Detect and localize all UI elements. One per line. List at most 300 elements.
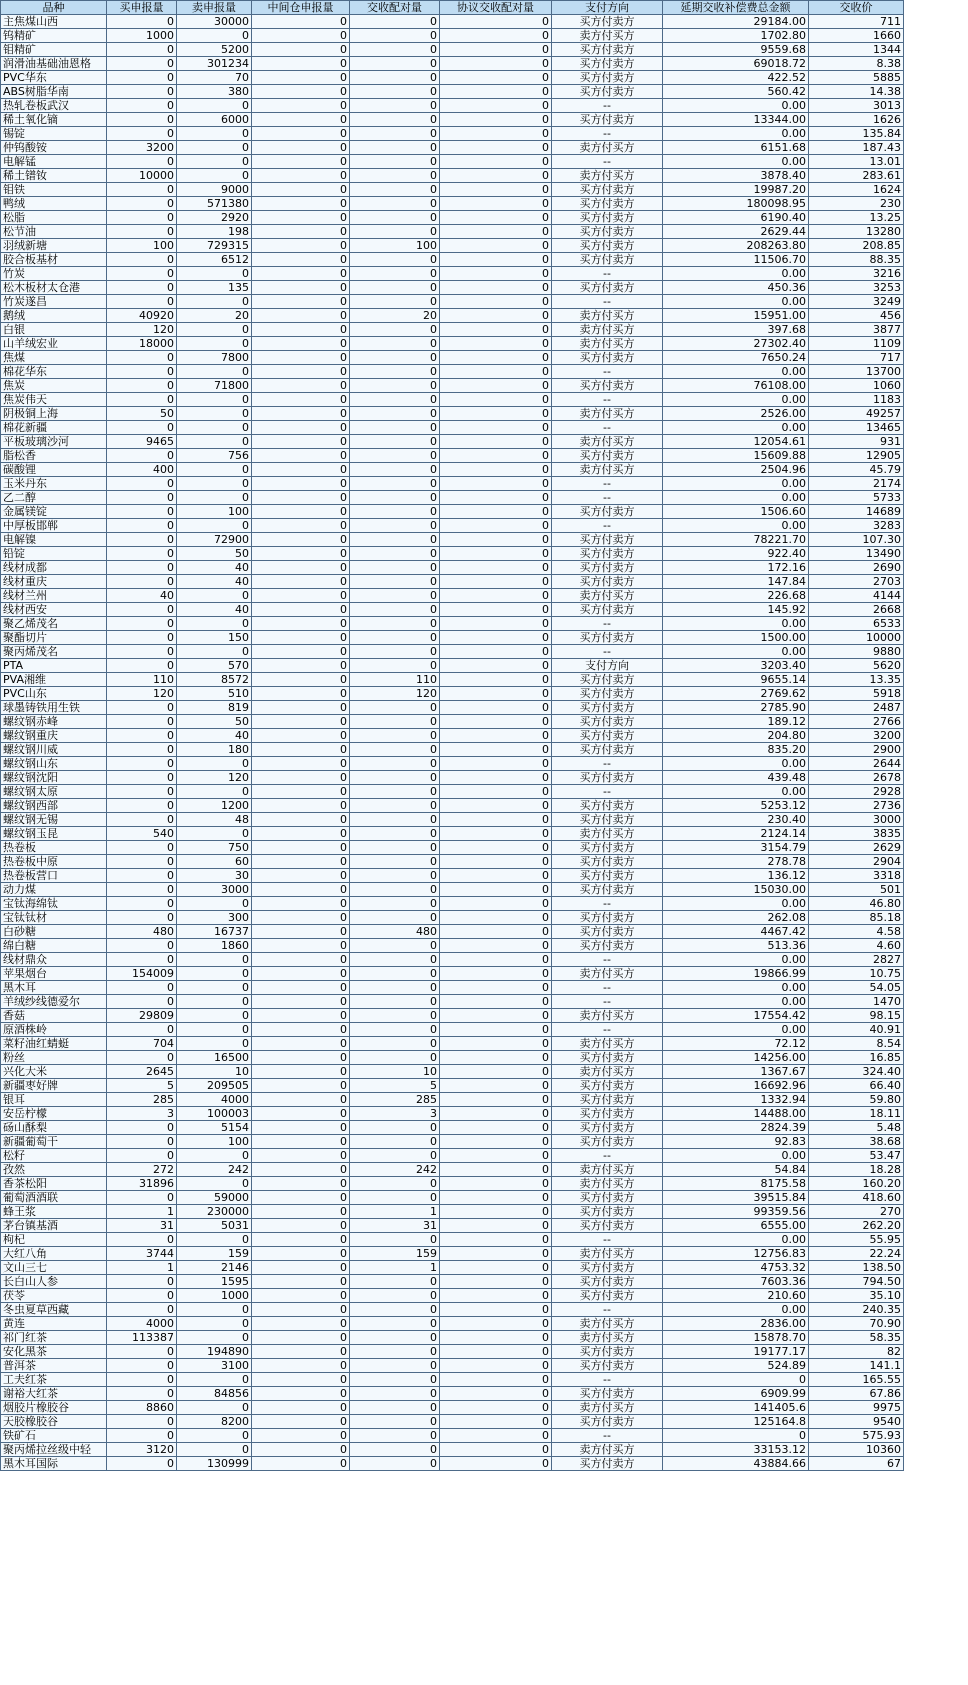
buy-qty-cell: 0: [107, 365, 177, 379]
payment-direction-cell: 买方付卖方: [552, 43, 663, 57]
product-cell: 天胶橡胶谷: [1, 1415, 107, 1429]
compensation-amount-cell: 2824.39: [663, 1121, 809, 1135]
agreement-matched-qty-cell: 0: [440, 295, 552, 309]
compensation-amount-cell: 141405.6: [663, 1401, 809, 1415]
buy-qty-cell: 0: [107, 379, 177, 393]
buy-qty-cell: 0: [107, 1303, 177, 1317]
matched-qty-cell: 0: [350, 323, 440, 337]
matched-qty-cell: 0: [350, 939, 440, 953]
delivery-price-cell: 85.18: [809, 911, 904, 925]
compensation-amount-cell: 12756.83: [663, 1247, 809, 1261]
table-row: [1, 645, 904, 659]
compensation-amount-cell: 172.16: [663, 561, 809, 575]
sell-qty-cell: 0: [177, 1149, 252, 1163]
matched-qty-cell: 110: [350, 673, 440, 687]
compensation-amount-cell: 0.00: [663, 519, 809, 533]
product-cell: 宝钛海绵钛: [1, 897, 107, 911]
agreement-matched-qty-cell: 0: [440, 617, 552, 631]
matched-qty-cell: 0: [350, 1345, 440, 1359]
buy-qty-cell: 0: [107, 729, 177, 743]
delivery-price-cell: 45.79: [809, 463, 904, 477]
buy-qty-cell: 0: [107, 113, 177, 127]
matched-qty-cell: 0: [350, 981, 440, 995]
agreement-matched-qty-cell: 0: [440, 785, 552, 799]
delivery-price-cell: 59.80: [809, 1093, 904, 1107]
intermediate-qty-cell: 0: [252, 925, 350, 939]
agreement-matched-qty-cell: 0: [440, 1359, 552, 1373]
agreement-matched-qty-cell: 0: [440, 1289, 552, 1303]
product-cell: 线材成都: [1, 561, 107, 575]
delivery-price-cell: 9880: [809, 645, 904, 659]
payment-direction-cell: 买方付卖方: [552, 1289, 663, 1303]
intermediate-qty-cell: 0: [252, 1023, 350, 1037]
buy-qty-cell: 0: [107, 211, 177, 225]
compensation-amount-cell: 210.60: [663, 1289, 809, 1303]
payment-direction-cell: 卖方付买方: [552, 1163, 663, 1177]
table-row: [1, 1289, 904, 1303]
delivery-price-cell: 711: [809, 15, 904, 29]
table-row: [1, 1037, 904, 1051]
matched-qty-cell: 0: [350, 1401, 440, 1415]
payment-direction-cell: 买方付卖方: [552, 1345, 663, 1359]
intermediate-qty-cell: 0: [252, 253, 350, 267]
compensation-amount-cell: 0: [663, 1373, 809, 1387]
agreement-matched-qty-cell: 0: [440, 127, 552, 141]
intermediate-qty-cell: 0: [252, 1289, 350, 1303]
buy-qty-cell: 0: [107, 547, 177, 561]
table-row: [1, 253, 904, 267]
payment-direction-cell: --: [552, 1303, 663, 1317]
buy-qty-cell: 0: [107, 911, 177, 925]
product-cell: 山羊绒宏业: [1, 337, 107, 351]
product-cell: 祁门红茶: [1, 1331, 107, 1345]
delivery-price-cell: 324.40: [809, 1065, 904, 1079]
payment-direction-cell: 卖方付买方: [552, 827, 663, 841]
buy-qty-cell: 40: [107, 589, 177, 603]
sell-qty-cell: 135: [177, 281, 252, 295]
payment-direction-cell: --: [552, 617, 663, 631]
compensation-amount-cell: 180098.95: [663, 197, 809, 211]
intermediate-qty-cell: 0: [252, 1051, 350, 1065]
buy-qty-cell: 480: [107, 925, 177, 939]
buy-qty-cell: 0: [107, 883, 177, 897]
matched-qty-cell: 159: [350, 1247, 440, 1261]
delivery-price-cell: 10360: [809, 1443, 904, 1457]
matched-qty-cell: 0: [350, 1443, 440, 1457]
product-cell: 兴化大米: [1, 1065, 107, 1079]
product-cell: 动力煤: [1, 883, 107, 897]
compensation-amount-cell: 39515.84: [663, 1191, 809, 1205]
compensation-amount-cell: 0.00: [663, 295, 809, 309]
intermediate-qty-cell: 0: [252, 631, 350, 645]
product-cell: 孜然: [1, 1163, 107, 1177]
product-cell: 乙二醇: [1, 491, 107, 505]
agreement-matched-qty-cell: 0: [440, 1331, 552, 1345]
sell-qty-cell: 40: [177, 575, 252, 589]
delivery-price-cell: 160.20: [809, 1177, 904, 1191]
buy-qty-cell: 0: [107, 659, 177, 673]
product-cell: 胶合板基材: [1, 253, 107, 267]
table-row: [1, 813, 904, 827]
table-row: [1, 71, 904, 85]
agreement-matched-qty-cell: 0: [440, 869, 552, 883]
intermediate-qty-cell: 0: [252, 1233, 350, 1247]
buy-qty-cell: 0: [107, 841, 177, 855]
sell-qty-cell: 242: [177, 1163, 252, 1177]
payment-direction-cell: 买方付卖方: [552, 281, 663, 295]
intermediate-qty-cell: 0: [252, 169, 350, 183]
buy-qty-cell: 285: [107, 1093, 177, 1107]
payment-direction-cell: 买方付卖方: [552, 799, 663, 813]
delivery-price-cell: 456: [809, 309, 904, 323]
sell-qty-cell: 0: [177, 1233, 252, 1247]
sell-qty-cell: 130999: [177, 1457, 252, 1471]
sell-qty-cell: 40: [177, 603, 252, 617]
intermediate-qty-cell: 0: [252, 771, 350, 785]
buy-qty-cell: 0: [107, 183, 177, 197]
buy-qty-cell: 0: [107, 1135, 177, 1149]
payment-direction-cell: 买方付卖方: [552, 575, 663, 589]
payment-direction-cell: 买方付卖方: [552, 225, 663, 239]
intermediate-qty-cell: 0: [252, 85, 350, 99]
agreement-matched-qty-cell: 0: [440, 183, 552, 197]
payment-direction-cell: 买方付卖方: [552, 211, 663, 225]
buy-qty-cell: 31896: [107, 1177, 177, 1191]
agreement-matched-qty-cell: 0: [440, 435, 552, 449]
buy-qty-cell: 0: [107, 1429, 177, 1443]
col-header-sell-qty: 卖申报量: [177, 1, 252, 15]
matched-qty-cell: 0: [350, 617, 440, 631]
compensation-amount-cell: 33153.12: [663, 1443, 809, 1457]
table-row: [1, 1387, 904, 1401]
matched-qty-cell: 0: [350, 631, 440, 645]
sell-qty-cell: 756: [177, 449, 252, 463]
buy-qty-cell: 8860: [107, 1401, 177, 1415]
agreement-matched-qty-cell: 0: [440, 1275, 552, 1289]
intermediate-qty-cell: 0: [252, 1261, 350, 1275]
matched-qty-cell: 0: [350, 911, 440, 925]
sell-qty-cell: 0: [177, 995, 252, 1009]
intermediate-qty-cell: 0: [252, 883, 350, 897]
intermediate-qty-cell: 0: [252, 519, 350, 533]
product-cell: 螺纹钢西部: [1, 799, 107, 813]
table-row: [1, 743, 904, 757]
agreement-matched-qty-cell: 0: [440, 925, 552, 939]
payment-direction-cell: 卖方付买方: [552, 589, 663, 603]
table-row: [1, 659, 904, 673]
delivery-price-cell: 262.20: [809, 1219, 904, 1233]
delivery-price-cell: 5620: [809, 659, 904, 673]
table-row: [1, 1079, 904, 1093]
table-row: [1, 1163, 904, 1177]
compensation-amount-cell: 4467.42: [663, 925, 809, 939]
intermediate-qty-cell: 0: [252, 407, 350, 421]
product-cell: PVC华东: [1, 71, 107, 85]
compensation-amount-cell: 835.20: [663, 743, 809, 757]
matched-qty-cell: 0: [350, 841, 440, 855]
sell-qty-cell: 0: [177, 407, 252, 421]
buy-qty-cell: 4000: [107, 1317, 177, 1331]
sell-qty-cell: 16500: [177, 1051, 252, 1065]
intermediate-qty-cell: 0: [252, 897, 350, 911]
agreement-matched-qty-cell: 0: [440, 337, 552, 351]
table-row: [1, 379, 904, 393]
payment-direction-cell: 卖方付买方: [552, 337, 663, 351]
intermediate-qty-cell: 0: [252, 603, 350, 617]
matched-qty-cell: 0: [350, 771, 440, 785]
delivery-price-cell: 5.48: [809, 1121, 904, 1135]
compensation-amount-cell: 0.00: [663, 1023, 809, 1037]
buy-qty-cell: 0: [107, 1345, 177, 1359]
delivery-price-cell: 1109: [809, 337, 904, 351]
delivery-price-cell: 10.75: [809, 967, 904, 981]
compensation-amount-cell: 262.08: [663, 911, 809, 925]
compensation-amount-cell: 278.78: [663, 855, 809, 869]
buy-qty-cell: 50: [107, 407, 177, 421]
intermediate-qty-cell: 0: [252, 477, 350, 491]
compensation-amount-cell: 5253.12: [663, 799, 809, 813]
agreement-matched-qty-cell: 0: [440, 169, 552, 183]
matched-qty-cell: 0: [350, 1289, 440, 1303]
payment-direction-cell: 卖方付买方: [552, 1037, 663, 1051]
product-cell: 金属镁锭: [1, 505, 107, 519]
sell-qty-cell: 0: [177, 421, 252, 435]
payment-direction-cell: 卖方付买方: [552, 323, 663, 337]
product-cell: 线材兰州: [1, 589, 107, 603]
agreement-matched-qty-cell: 0: [440, 1387, 552, 1401]
buy-qty-cell: 0: [107, 715, 177, 729]
intermediate-qty-cell: 0: [252, 43, 350, 57]
buy-qty-cell: 0: [107, 85, 177, 99]
payment-direction-cell: --: [552, 1023, 663, 1037]
payment-direction-cell: 买方付卖方: [552, 1457, 663, 1471]
table-row: [1, 673, 904, 687]
col-header-buy-qty: 买申报量: [107, 1, 177, 15]
intermediate-qty-cell: 0: [252, 575, 350, 589]
buy-qty-cell: 0: [107, 1191, 177, 1205]
intermediate-qty-cell: 0: [252, 785, 350, 799]
buy-qty-cell: 0: [107, 617, 177, 631]
matched-qty-cell: 0: [350, 449, 440, 463]
agreement-matched-qty-cell: 0: [440, 1023, 552, 1037]
intermediate-qty-cell: 0: [252, 1359, 350, 1373]
intermediate-qty-cell: 0: [252, 57, 350, 71]
table-row: [1, 561, 904, 575]
delivery-price-cell: 4144: [809, 589, 904, 603]
payment-direction-cell: 买方付卖方: [552, 1191, 663, 1205]
delivery-price-cell: 3253: [809, 281, 904, 295]
product-cell: 苹果烟台: [1, 967, 107, 981]
intermediate-qty-cell: 0: [252, 1079, 350, 1093]
delivery-price-cell: 2827: [809, 953, 904, 967]
agreement-matched-qty-cell: 0: [440, 827, 552, 841]
table-row: [1, 1177, 904, 1191]
intermediate-qty-cell: 0: [252, 561, 350, 575]
table-row: [1, 85, 904, 99]
sell-qty-cell: 0: [177, 967, 252, 981]
buy-qty-cell: 0: [107, 1359, 177, 1373]
table-row: [1, 1233, 904, 1247]
sell-qty-cell: 180: [177, 743, 252, 757]
agreement-matched-qty-cell: 0: [440, 1247, 552, 1261]
agreement-matched-qty-cell: 0: [440, 1317, 552, 1331]
delivery-price-cell: 187.43: [809, 141, 904, 155]
table-row: [1, 841, 904, 855]
payment-direction-cell: 买方付卖方: [552, 855, 663, 869]
delivery-price-cell: 3283: [809, 519, 904, 533]
sell-qty-cell: 0: [177, 295, 252, 309]
delivery-price-cell: 8.54: [809, 1037, 904, 1051]
payment-direction-cell: 买方付卖方: [552, 729, 663, 743]
payment-direction-cell: --: [552, 785, 663, 799]
agreement-matched-qty-cell: 0: [440, 953, 552, 967]
buy-qty-cell: 0: [107, 253, 177, 267]
compensation-amount-cell: 8175.58: [663, 1177, 809, 1191]
agreement-matched-qty-cell: 0: [440, 155, 552, 169]
table-row: [1, 1345, 904, 1359]
intermediate-qty-cell: 0: [252, 449, 350, 463]
table-row: [1, 309, 904, 323]
sell-qty-cell: 571380: [177, 197, 252, 211]
table-row: [1, 953, 904, 967]
intermediate-qty-cell: 0: [252, 421, 350, 435]
product-cell: 钼铁: [1, 183, 107, 197]
buy-qty-cell: 0: [107, 897, 177, 911]
compensation-amount-cell: 0.00: [663, 365, 809, 379]
payment-direction-cell: 买方付卖方: [552, 351, 663, 365]
table-row: [1, 239, 904, 253]
delivery-price-cell: 12905: [809, 449, 904, 463]
intermediate-qty-cell: 0: [252, 141, 350, 155]
table-row: [1, 729, 904, 743]
payment-direction-cell: 买方付卖方: [552, 925, 663, 939]
product-cell: 热卷板: [1, 841, 107, 855]
payment-direction-cell: 买方付卖方: [552, 841, 663, 855]
product-cell: 热轧卷板武汉: [1, 99, 107, 113]
product-cell: 棉花华东: [1, 365, 107, 379]
matched-qty-cell: 242: [350, 1163, 440, 1177]
compensation-amount-cell: 450.36: [663, 281, 809, 295]
buy-qty-cell: 0: [107, 1415, 177, 1429]
product-cell: 谢裕大红茶: [1, 1387, 107, 1401]
payment-direction-cell: --: [552, 981, 663, 995]
delivery-price-cell: 141.1: [809, 1359, 904, 1373]
table-row: [1, 1065, 904, 1079]
payment-direction-cell: 买方付卖方: [552, 1121, 663, 1135]
intermediate-qty-cell: 0: [252, 267, 350, 281]
table-row: [1, 799, 904, 813]
table-row: [1, 463, 904, 477]
buy-qty-cell: 0: [107, 869, 177, 883]
agreement-matched-qty-cell: 0: [440, 477, 552, 491]
intermediate-qty-cell: 0: [252, 743, 350, 757]
intermediate-qty-cell: 0: [252, 1345, 350, 1359]
matched-qty-cell: 0: [350, 295, 440, 309]
sell-qty-cell: 10: [177, 1065, 252, 1079]
product-cell: 茯苓: [1, 1289, 107, 1303]
compensation-amount-cell: 15030.00: [663, 883, 809, 897]
product-cell: 中厚板邯郸: [1, 519, 107, 533]
matched-qty-cell: 285: [350, 1093, 440, 1107]
sell-qty-cell: 50: [177, 547, 252, 561]
agreement-matched-qty-cell: 0: [440, 43, 552, 57]
delivery-price-cell: 5733: [809, 491, 904, 505]
delivery-price-cell: 283.61: [809, 169, 904, 183]
sell-qty-cell: 0: [177, 785, 252, 799]
compensation-amount-cell: 3203.40: [663, 659, 809, 673]
matched-qty-cell: 0: [350, 827, 440, 841]
matched-qty-cell: 1: [350, 1205, 440, 1219]
sell-qty-cell: 70: [177, 71, 252, 85]
agreement-matched-qty-cell: 0: [440, 645, 552, 659]
delivery-price-cell: 2678: [809, 771, 904, 785]
compensation-amount-cell: 2526.00: [663, 407, 809, 421]
buy-qty-cell: 0: [107, 57, 177, 71]
delivery-price-cell: 22.24: [809, 1247, 904, 1261]
matched-qty-cell: 0: [350, 1051, 440, 1065]
table-row: [1, 897, 904, 911]
matched-qty-cell: 0: [350, 575, 440, 589]
product-cell: 钨精矿: [1, 29, 107, 43]
product-cell: 普洱茶: [1, 1359, 107, 1373]
product-cell: 香菇: [1, 1009, 107, 1023]
delivery-price-cell: 1183: [809, 393, 904, 407]
payment-direction-cell: 买方付卖方: [552, 1051, 663, 1065]
sell-qty-cell: 3100: [177, 1359, 252, 1373]
sell-qty-cell: 48: [177, 813, 252, 827]
payment-direction-cell: --: [552, 127, 663, 141]
compensation-amount-cell: 15951.00: [663, 309, 809, 323]
compensation-amount-cell: 2769.62: [663, 687, 809, 701]
matched-qty-cell: 0: [350, 701, 440, 715]
delivery-price-cell: 13700: [809, 365, 904, 379]
agreement-matched-qty-cell: 0: [440, 85, 552, 99]
product-cell: 螺纹钢沈阳: [1, 771, 107, 785]
product-cell: 松节油: [1, 225, 107, 239]
table-row: [1, 1303, 904, 1317]
table-row: [1, 1429, 904, 1443]
compensation-amount-cell: 0.00: [663, 1149, 809, 1163]
buy-qty-cell: 0: [107, 757, 177, 771]
intermediate-qty-cell: 0: [252, 1317, 350, 1331]
intermediate-qty-cell: 0: [252, 939, 350, 953]
sell-qty-cell: 59000: [177, 1191, 252, 1205]
agreement-matched-qty-cell: 0: [440, 1373, 552, 1387]
col-header-matched-qty: 交收配对量: [350, 1, 440, 15]
intermediate-qty-cell: 0: [252, 1163, 350, 1177]
product-cell: 螺纹钢玉昆: [1, 827, 107, 841]
compensation-amount-cell: 0.00: [663, 267, 809, 281]
product-cell: 仲钨酸铵: [1, 141, 107, 155]
compensation-amount-cell: 0.00: [663, 617, 809, 631]
product-cell: 安化黑茶: [1, 1345, 107, 1359]
table-row: [1, 323, 904, 337]
agreement-matched-qty-cell: 0: [440, 309, 552, 323]
sell-qty-cell: 60: [177, 855, 252, 869]
compensation-amount-cell: 0.00: [663, 1233, 809, 1247]
sell-qty-cell: 0: [177, 617, 252, 631]
payment-direction-cell: 卖方付买方: [552, 1177, 663, 1191]
matched-qty-cell: 0: [350, 547, 440, 561]
compensation-amount-cell: 0.00: [663, 981, 809, 995]
agreement-matched-qty-cell: 0: [440, 1177, 552, 1191]
buy-qty-cell: 3744: [107, 1247, 177, 1261]
compensation-amount-cell: 0.00: [663, 491, 809, 505]
sell-qty-cell: 0: [177, 323, 252, 337]
compensation-amount-cell: 145.92: [663, 603, 809, 617]
delivery-price-cell: 230: [809, 197, 904, 211]
compensation-amount-cell: 189.12: [663, 715, 809, 729]
